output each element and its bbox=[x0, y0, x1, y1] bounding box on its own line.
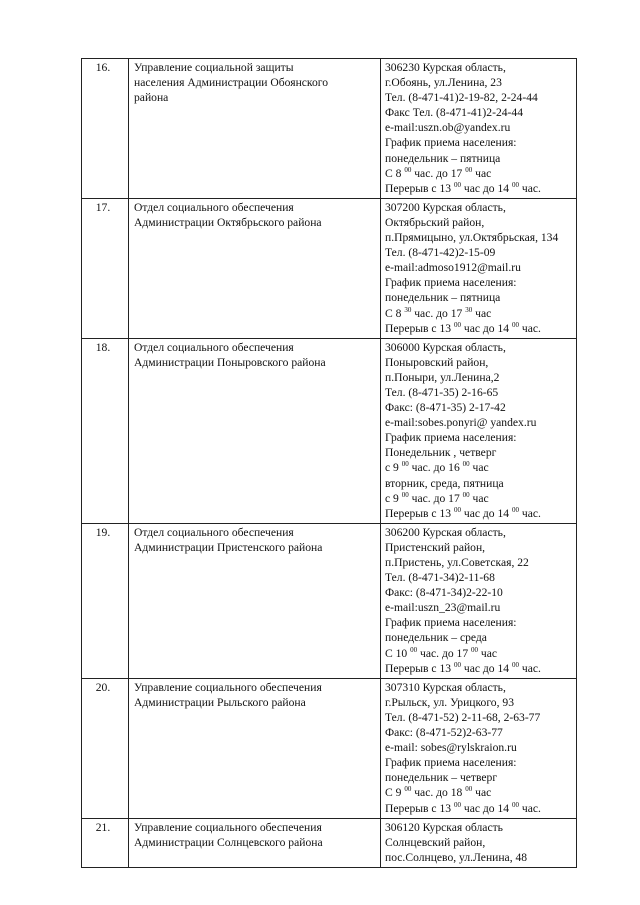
office-name-line: района bbox=[134, 91, 169, 105]
contact-text: Факс: (8-471-52)2-63-77 bbox=[385, 726, 503, 740]
time-minutes: 00 bbox=[511, 180, 519, 189]
contact-line bbox=[385, 400, 573, 415]
office-name-line: Отдел социального обеспечения bbox=[134, 525, 294, 539]
contact-line bbox=[385, 835, 573, 850]
contact-text: понедельник – четверг bbox=[385, 771, 498, 785]
contact-line bbox=[385, 385, 573, 400]
contact-text: час до 14 bbox=[460, 321, 512, 335]
contact-line bbox=[385, 245, 573, 260]
contact-text: п.Пристень, ул.Советская, 22 bbox=[385, 556, 529, 569]
contact-text: час. до 17 bbox=[411, 306, 466, 320]
contact-text: час. до 17 bbox=[408, 491, 463, 505]
contact-line bbox=[385, 460, 573, 475]
contact-text: Факс: (8-471-34)2-22-10 bbox=[385, 586, 503, 600]
contact-line bbox=[385, 260, 573, 275]
contact-line bbox=[385, 321, 573, 336]
contact-text: понедельник – среда bbox=[385, 631, 487, 645]
time-minutes: 30 bbox=[404, 305, 412, 314]
office-name-line: Управление социального обеспечения bbox=[134, 820, 322, 834]
contact-text: час. до 18 bbox=[411, 786, 466, 800]
contact-text: час bbox=[472, 786, 492, 800]
table-row bbox=[82, 198, 577, 338]
office-name bbox=[129, 59, 381, 199]
contact-text: час bbox=[469, 491, 489, 505]
contact-text: Солнцевский район, bbox=[385, 835, 486, 849]
contact-text: Октябрьский район, bbox=[385, 215, 485, 229]
office-contact bbox=[381, 198, 577, 338]
offices-table-body bbox=[82, 59, 577, 868]
time-minutes: 00 bbox=[453, 320, 461, 329]
contact-text: e-mail:admoso1912@mail.ru bbox=[385, 261, 521, 275]
time-minutes: 00 bbox=[410, 645, 418, 654]
table-row bbox=[82, 338, 577, 523]
contact-text: час. bbox=[518, 661, 541, 675]
contact-text: Перерыв с 13 bbox=[385, 181, 454, 195]
contact-line bbox=[385, 555, 573, 570]
contact-text: час. до 17 bbox=[417, 646, 472, 660]
contact-line bbox=[385, 725, 573, 740]
contact-line bbox=[385, 230, 573, 245]
contact-line bbox=[385, 370, 573, 385]
time-minutes: 00 bbox=[401, 460, 409, 469]
time-minutes: 00 bbox=[462, 490, 470, 499]
contact-line bbox=[385, 506, 573, 521]
contact-line bbox=[385, 105, 573, 120]
time-minutes: 00 bbox=[471, 645, 479, 654]
office-name-line: населения Администрации Обоянского bbox=[134, 76, 329, 90]
contact-line bbox=[385, 445, 573, 460]
contact-text: час. bbox=[518, 506, 541, 520]
contact-text: час до 14 bbox=[460, 801, 512, 815]
contact-line bbox=[385, 680, 573, 695]
contact-text: Тел. (8-471-42)2-15-09 bbox=[385, 246, 496, 260]
contact-text: час bbox=[472, 306, 492, 320]
row-number: 18. bbox=[82, 338, 129, 523]
contact-text: с 9 bbox=[385, 461, 402, 475]
office-name-line: Администрации Рыльского района bbox=[134, 695, 306, 709]
row-number: 20. bbox=[82, 678, 129, 818]
contact-text: час до 14 bbox=[460, 181, 512, 195]
contact-line bbox=[385, 215, 573, 230]
contact-text: час bbox=[478, 646, 498, 660]
contact-text: e-mail: sobes@rylskraion.ru bbox=[385, 741, 517, 755]
contact-text: час bbox=[472, 166, 492, 180]
office-contact bbox=[381, 338, 577, 523]
contact-line bbox=[385, 75, 573, 90]
contact-line bbox=[385, 151, 573, 166]
time-minutes: 00 bbox=[465, 165, 473, 174]
contact-line bbox=[385, 695, 573, 710]
contact-text: Пристенский район, bbox=[385, 540, 486, 554]
contact-line bbox=[385, 306, 573, 321]
contact-line bbox=[385, 200, 573, 215]
time-minutes: 00 bbox=[404, 165, 412, 174]
contact-line bbox=[385, 120, 573, 135]
contact-text: Тел. (8-471-35) 2-16-65 bbox=[385, 385, 499, 399]
contact-text: С 10 bbox=[385, 646, 411, 660]
contact-text: час до 14 bbox=[460, 661, 512, 675]
contact-text: понедельник – пятница bbox=[385, 151, 501, 165]
contact-line bbox=[385, 770, 573, 785]
office-name bbox=[129, 678, 381, 818]
contact-text: С 8 bbox=[385, 166, 405, 180]
contact-text: час. bbox=[518, 321, 541, 335]
table-row bbox=[82, 818, 577, 867]
office-name bbox=[129, 818, 381, 867]
contact-text: 307200 Курская область, bbox=[385, 200, 506, 214]
time-minutes: 00 bbox=[453, 660, 461, 669]
contact-text: Тел. (8-471-41)2-19-82, 2-24-44 bbox=[385, 91, 538, 105]
contact-text: Перерыв с 13 bbox=[385, 506, 454, 520]
contact-line bbox=[385, 166, 573, 181]
contact-text: Факс Тел. (8-471-41)2-24-44 bbox=[385, 106, 523, 120]
contact-line bbox=[385, 181, 573, 196]
contact-line bbox=[385, 661, 573, 676]
contact-text: п.Прямицыно, ул.Октябрьская, 134 bbox=[385, 231, 559, 245]
contact-text: час bbox=[469, 461, 489, 475]
office-name-line: Управление социального обеспечения bbox=[134, 680, 322, 694]
contact-line bbox=[385, 430, 573, 445]
contact-text: График приема населения: bbox=[385, 616, 517, 630]
contact-text: 306120 Курская область bbox=[385, 820, 503, 834]
office-name-line: Отдел социального обеспечения bbox=[134, 340, 294, 354]
contact-line bbox=[385, 710, 573, 725]
contact-text: e-mail:uszn.ob@yandex.ru bbox=[385, 121, 511, 135]
office-name-line: Администрации Пристенского района bbox=[134, 540, 323, 554]
contact-text: час. bbox=[518, 181, 541, 195]
contact-text: час. до 17 bbox=[411, 166, 466, 180]
row-number: 19. bbox=[82, 523, 129, 678]
contact-text: Перерыв с 13 bbox=[385, 661, 454, 675]
contact-text: Факс: (8-471-35) 2-17-42 bbox=[385, 401, 506, 415]
contact-text: Тел. (8-471-52) 2-11-68, 2-63-77 bbox=[385, 710, 541, 724]
row-number: 21. bbox=[82, 818, 129, 867]
office-name bbox=[129, 338, 381, 523]
contact-line bbox=[385, 275, 573, 290]
contact-line bbox=[385, 646, 573, 661]
contact-text: час. bbox=[518, 801, 541, 815]
contact-text: e-mail:uszn_23@mail.ru bbox=[385, 601, 501, 615]
contact-line bbox=[385, 476, 573, 491]
contact-line bbox=[385, 600, 573, 615]
time-minutes: 00 bbox=[453, 800, 461, 809]
contact-text: График приема населения: bbox=[385, 136, 517, 150]
contact-line bbox=[385, 135, 573, 150]
office-name-line: Управление социальной защиты bbox=[134, 61, 294, 74]
contact-line bbox=[385, 540, 573, 555]
contact-text: Поныровский район, bbox=[385, 355, 489, 369]
contact-text: e-mail:sobes.ponyri@ yandex.ru bbox=[385, 416, 537, 430]
contact-line bbox=[385, 820, 573, 835]
offices-table bbox=[81, 58, 577, 868]
time-minutes: 00 bbox=[511, 660, 519, 669]
office-name-line: Администрации Октябрьского района bbox=[134, 215, 322, 229]
time-minutes: 00 bbox=[511, 505, 519, 514]
row-number: 16. bbox=[82, 59, 129, 199]
contact-text: 306230 Курская область, bbox=[385, 61, 506, 74]
contact-text: График приема населения: bbox=[385, 276, 517, 290]
contact-line bbox=[385, 570, 573, 585]
contact-text: Перерыв с 13 bbox=[385, 321, 454, 335]
contact-line bbox=[385, 355, 573, 370]
time-minutes: 00 bbox=[453, 180, 461, 189]
contact-line bbox=[385, 525, 573, 540]
office-contact bbox=[381, 59, 577, 199]
contact-line bbox=[385, 90, 573, 105]
contact-text: г.Рыльск, ул. Урицкого, 93 bbox=[385, 695, 514, 709]
time-minutes: 00 bbox=[401, 490, 409, 499]
office-name-line: Администрации Поныровского района bbox=[134, 355, 326, 369]
time-minutes: 00 bbox=[404, 785, 412, 794]
office-name bbox=[129, 523, 381, 678]
contact-text: Перерыв с 13 bbox=[385, 801, 454, 815]
contact-text: пос.Солнцево, ул.Ленина, 48 bbox=[385, 850, 528, 864]
contact-text: 307310 Курская область, bbox=[385, 680, 506, 694]
contact-text: Понедельник , четверг bbox=[385, 446, 497, 460]
contact-line bbox=[385, 801, 573, 816]
contact-line bbox=[385, 785, 573, 800]
contact-text: час. до 16 bbox=[408, 461, 463, 475]
contact-line bbox=[385, 60, 573, 75]
contact-text: С 9 bbox=[385, 786, 405, 800]
contact-text: п.Поныри, ул.Ленина,2 bbox=[385, 370, 500, 384]
contact-line bbox=[385, 340, 573, 355]
office-contact bbox=[381, 523, 577, 678]
contact-text: Тел. (8-471-34)2-11-68 bbox=[385, 571, 495, 585]
time-minutes: 00 bbox=[465, 785, 473, 794]
contact-text: График приема населения: bbox=[385, 756, 517, 770]
contact-line bbox=[385, 491, 573, 506]
contact-text: 306200 Курская область, bbox=[385, 525, 506, 539]
contact-text: с 9 bbox=[385, 491, 402, 505]
contact-line bbox=[385, 615, 573, 630]
contact-line bbox=[385, 850, 573, 865]
contact-text: График приема населения: bbox=[385, 431, 517, 445]
office-contact bbox=[381, 678, 577, 818]
time-minutes: 30 bbox=[465, 305, 473, 314]
contact-text: 306000 Курская область, bbox=[385, 340, 506, 354]
table-row bbox=[82, 523, 577, 678]
time-minutes: 00 bbox=[453, 505, 461, 514]
time-minutes: 00 bbox=[462, 460, 470, 469]
office-name bbox=[129, 198, 381, 338]
contact-line bbox=[385, 740, 573, 755]
contact-text: вторник, среда, пятница bbox=[385, 476, 504, 490]
time-minutes: 00 bbox=[511, 320, 519, 329]
table-row bbox=[82, 59, 577, 199]
contact-line bbox=[385, 630, 573, 645]
table-row bbox=[82, 678, 577, 818]
contact-line bbox=[385, 415, 573, 430]
contact-text: г.Обоянь, ул.Ленина, 23 bbox=[385, 76, 502, 90]
contact-text: час до 14 bbox=[460, 506, 512, 520]
contact-line bbox=[385, 755, 573, 770]
row-number: 17. bbox=[82, 198, 129, 338]
contact-line bbox=[385, 290, 573, 305]
contact-line bbox=[385, 585, 573, 600]
contact-text: С 8 bbox=[385, 306, 405, 320]
office-name-line: Администрации Солнцевского района bbox=[134, 835, 323, 849]
contact-text: понедельник – пятница bbox=[385, 291, 501, 305]
time-minutes: 00 bbox=[511, 800, 519, 809]
office-name-line: Отдел социального обеспечения bbox=[134, 200, 294, 214]
office-contact bbox=[381, 818, 577, 867]
